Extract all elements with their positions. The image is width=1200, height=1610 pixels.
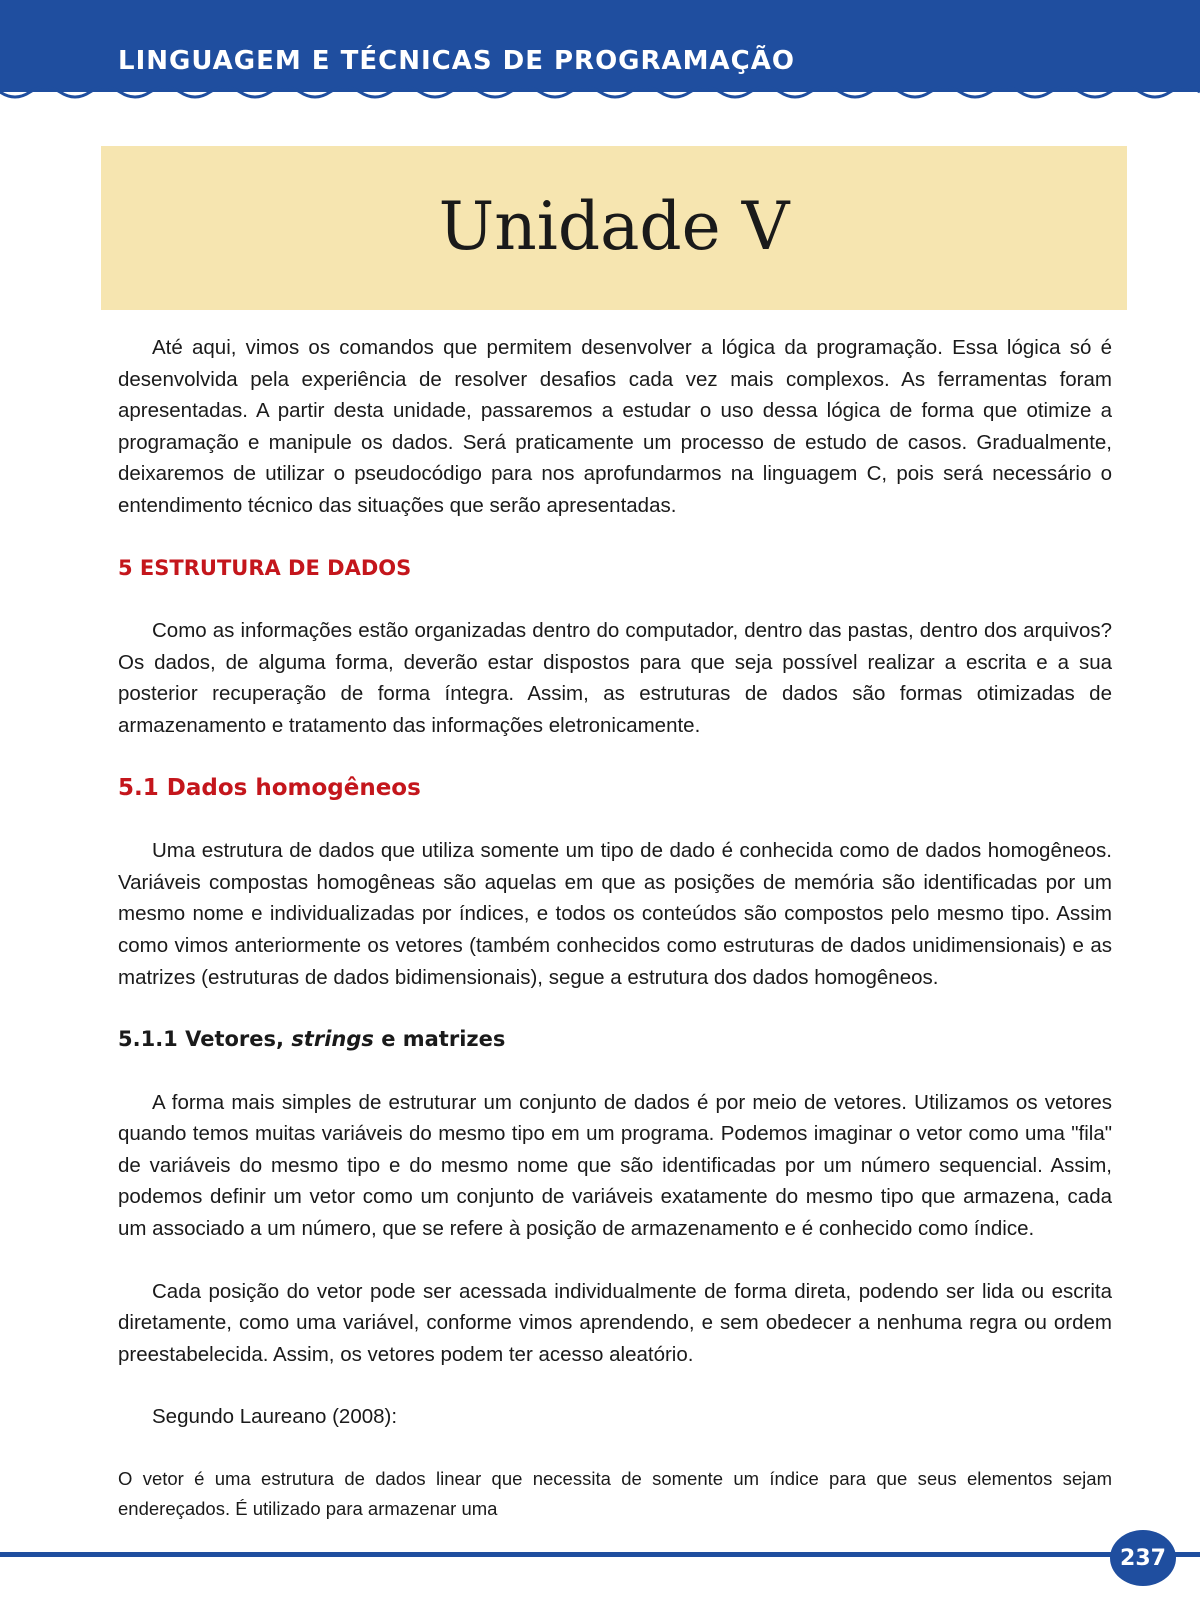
unit-banner bbox=[101, 146, 1127, 310]
section-5-paragraph: Como as informações estão organizadas dentro do computador, dentro das pastas, dentro dos arquivos? Os dados, de alguma forma, deverão estar dispostos para que seja possível realizar a escrita e a sua posterior recuperação de forma íntegra. Assim, as estruturas de dados são formas otimizadas de armazenamento e tratamento das informações eletronicamente. bbox=[118, 619, 1112, 737]
intro-paragraph: Até aqui, vimos os comandos que permitem desenvolver a lógica da programação. Essa lógica só é desenvolvida pela experiência de resolver desafios cada vez mais complexos. As ferramentas foram apresentadas. A partir desta unidade, passaremos a estudar o uso dessa lógica de forma que otimize a programação e manipule os dados. Será praticamente um processo de estudo de casos. Gradualmente, deixaremos de utilizar o pseudocódigo para nos aprofundarmos na linguagem C, pois será necessário o entendimento técnico das situações que serão apresentadas. bbox=[118, 336, 1112, 517]
section-5-heading: 5 ESTRUTURA DE DADOS bbox=[118, 555, 412, 580]
main-content bbox=[118, 332, 1112, 1524]
section-5-1-paragraph: Uma estrutura de dados que utiliza somente um tipo de dado é conhecida como de dados homogêneos. Variáveis compostas homogêneas são aquelas em que as posições de memória são identificadas por um mesmo nome e individualizadas por índices, e todos os conteúdos são compostos pelo mesmo tipo. Assim como vimos anteriormente os vetores (também conhecidos como estruturas de dados unidimensionais) e as matrizes (estruturas de dados bidimensionais), segue a estrutura dos dados homogêneos. bbox=[118, 839, 1112, 989]
citation-intro: Segundo Laureano (2008): bbox=[152, 1405, 398, 1429]
footer-line bbox=[0, 1552, 1200, 1557]
unit-title: Unidade V bbox=[438, 188, 790, 265]
strings-emphasis: strings bbox=[291, 1027, 374, 1052]
vectors-paragraph: A forma mais simples de estruturar um conjunto de dados é por meio de vetores. Utilizamos os vetores quando temos muitas variáveis do mesmo tipo em um programa. Podemos imaginar o vetor como uma "fila" de variáveis do mesmo tipo e do mesmo nome que são identificadas por um número sequencial. Assim, podemos definir um vetor como um conjunto de variáveis exatamente do mesmo tipo que armazena, cada um associado a um número, que se refere à posição de armazenamento e é conhecido como índice. bbox=[118, 1090, 1112, 1241]
wave-divider bbox=[0, 86, 1200, 106]
section-5-1-heading: 5.1 Dados homogêneos bbox=[118, 774, 421, 801]
page-number-badge: 237 bbox=[1110, 1530, 1176, 1586]
book-title: LINGUAGEM E TÉCNICAS DE PROGRAMAÇÃO bbox=[118, 46, 795, 76]
section-5-1-1-heading: 5.1.1 Vetores, strings e matrizes bbox=[118, 1027, 506, 1052]
block-quote: O vetor é uma estrutura de dados linear que necessita de somente um índice para que seus elementos sejam endereçados. É utilizado para armazenar uma bbox=[118, 1468, 1112, 1520]
access-paragraph: Cada posição do vetor pode ser acessada individualmente de forma direta, podendo ser lida ou escrita diretamente, como uma variável, conforme vimos aprendendo, e sem obedecer a nenhuma regra ou ordem preestabelecida. Assim, os vetores podem ter acesso aleatório. bbox=[118, 1279, 1112, 1366]
page-header bbox=[0, 0, 1200, 92]
